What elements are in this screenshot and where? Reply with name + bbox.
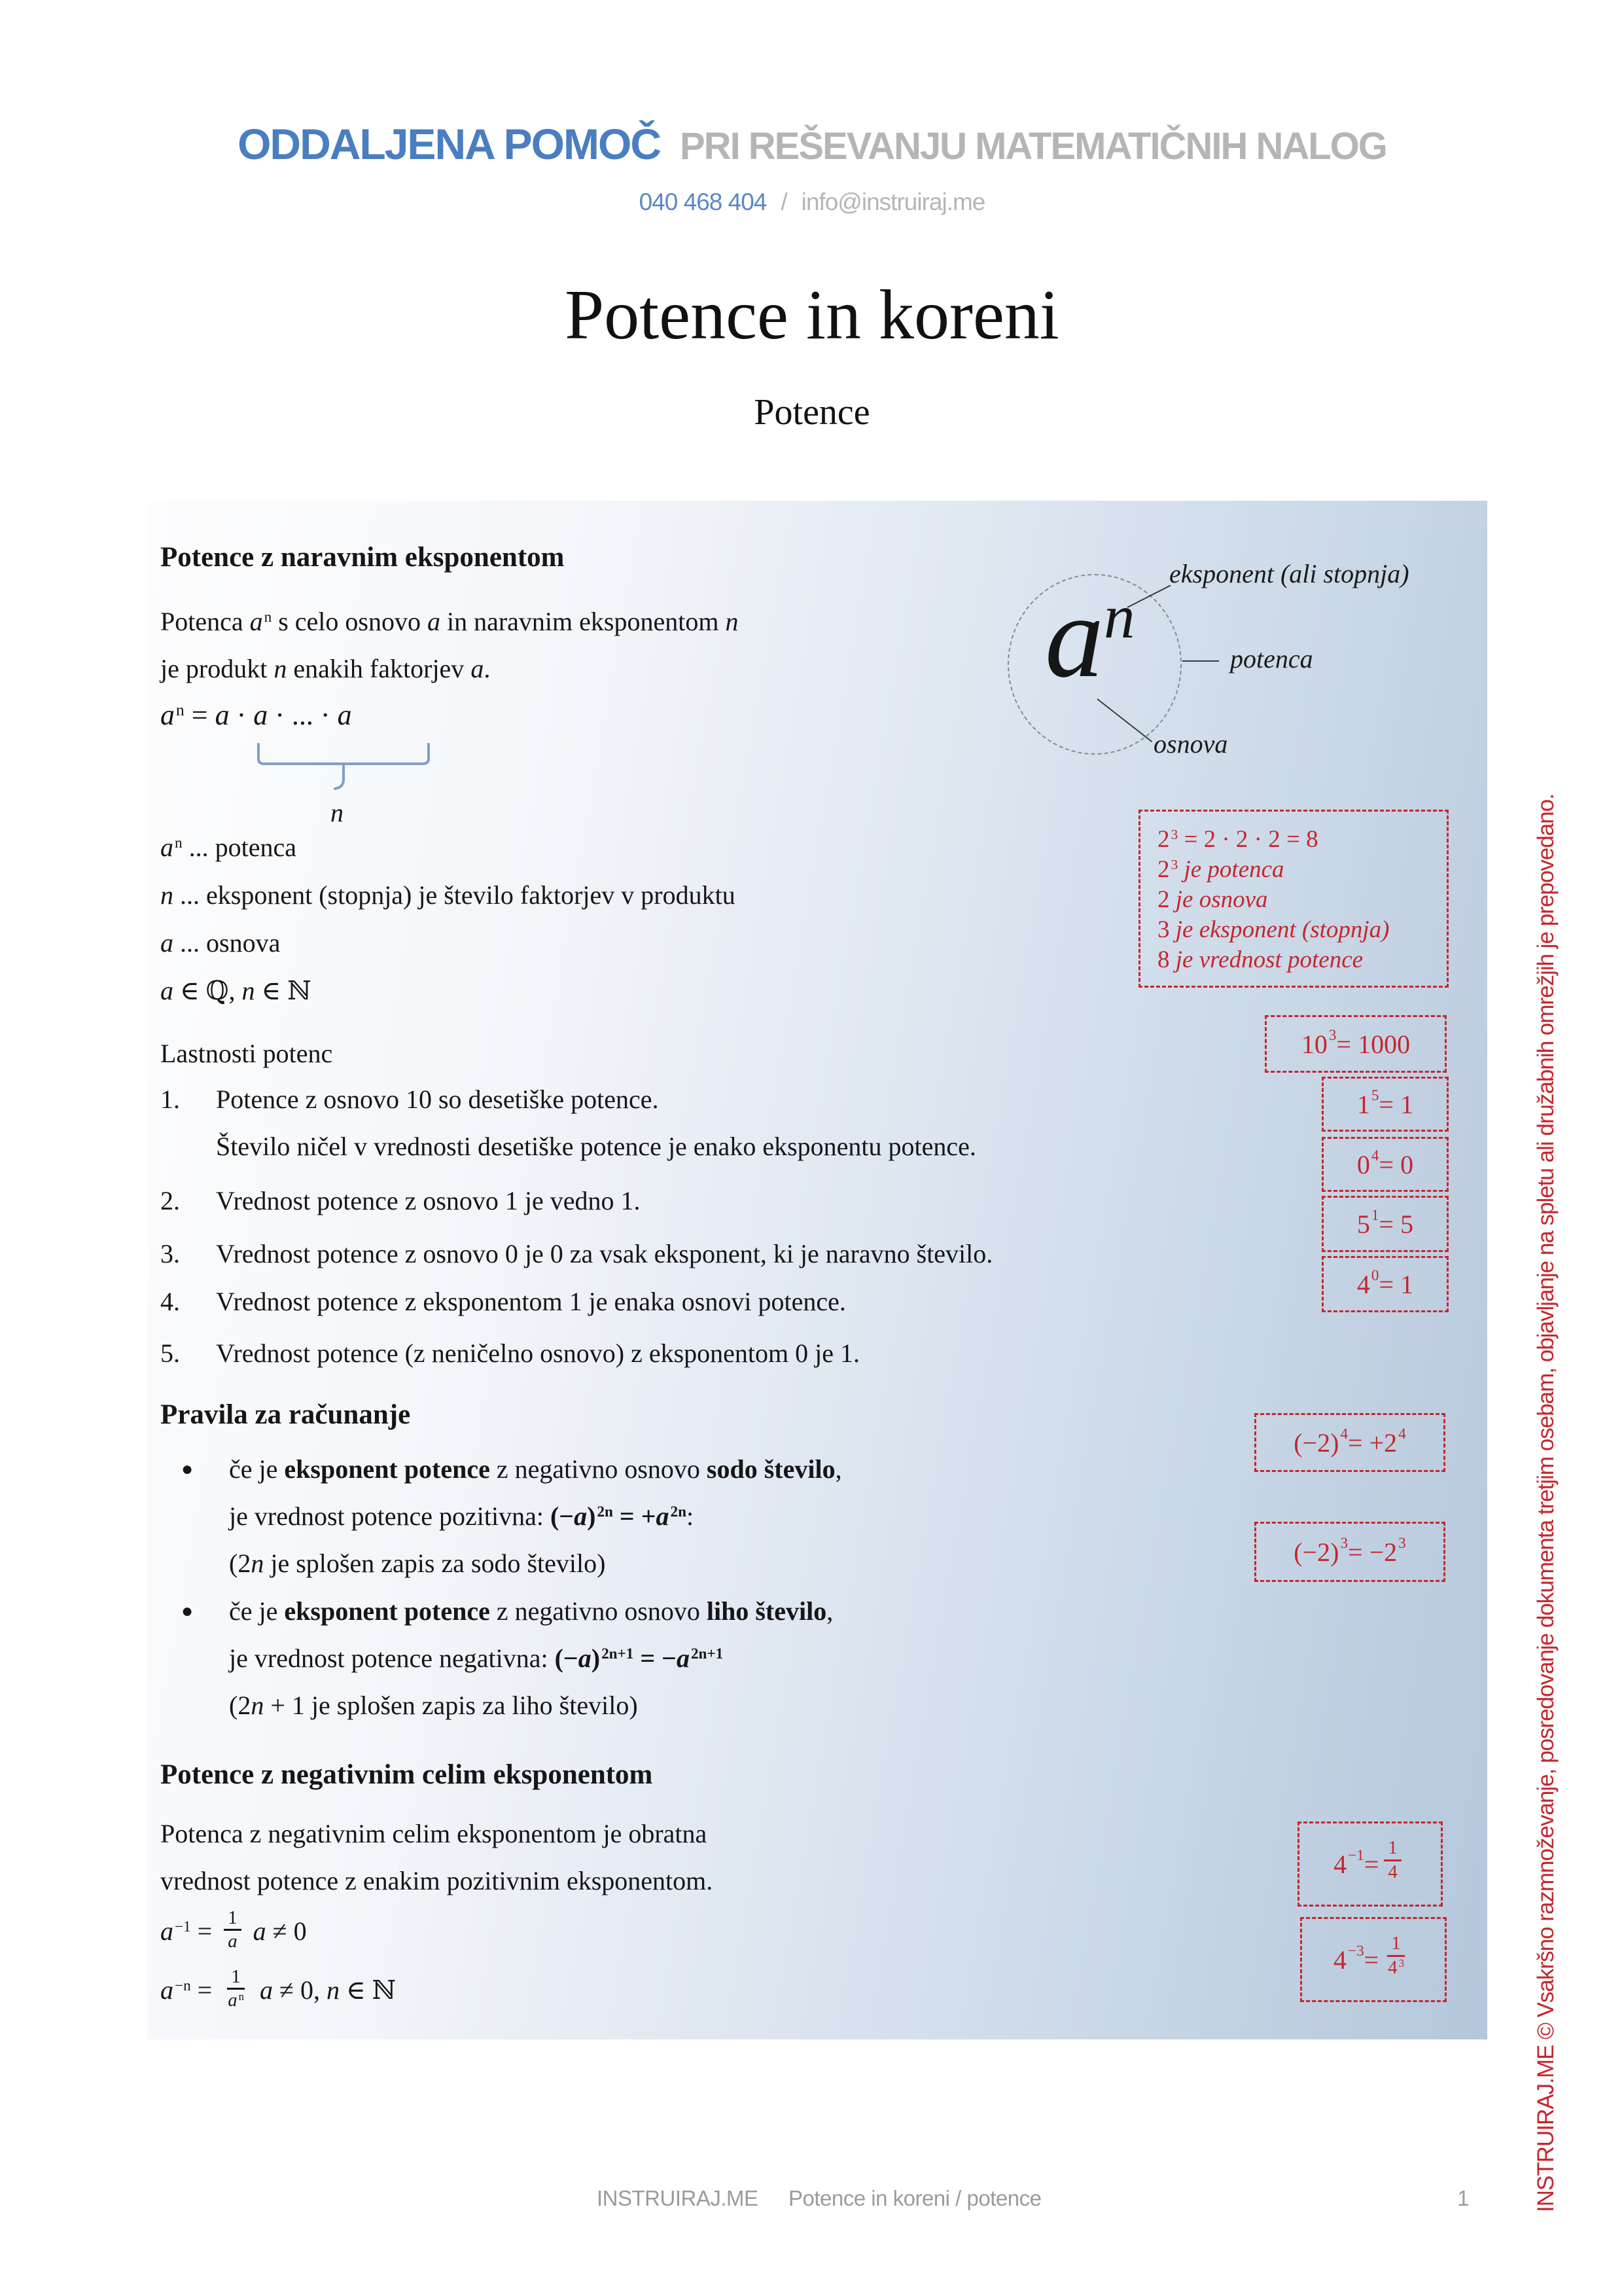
pravila-heading: Pravila za računanje [160, 1399, 411, 1430]
label-base: osnova [1154, 729, 1228, 759]
label-power: potenca [1230, 644, 1313, 673]
phone-number: 040 468 404 [639, 188, 767, 215]
negativni-formula-1: $a^{-1}$ = $\frac{1}{a}$ a ≠ 0 [160, 1907, 307, 1952]
power-formula: $a^n = a \cdot a$ · ... · a [160, 699, 352, 731]
negativni-line-1: Potenca z negativnim celim eksponentom je obratna [160, 1819, 707, 1848]
lastnosti-heading: Lastnosti potenc [160, 1039, 333, 1068]
intro-line-1: Potenca $a^n$ s celo osnovo a in naravnim eksponentom n [160, 607, 739, 636]
content-panel [147, 501, 1487, 2039]
intro-line-2: je produkt n enakih faktorjev a. [160, 654, 491, 683]
page-title: Potence in koreni [565, 276, 1059, 354]
side-example-box: 0 $^4$ = 0 [1322, 1137, 1449, 1192]
list-item-text: Vrednost potence (z neničelno osnovo) z eksponentom 0 je 1. [216, 1338, 860, 1368]
negativni-line-2: vrednost potence z enakim pozitivnim eksponentom. [160, 1866, 713, 1895]
definition-line: a ... osnova [160, 928, 281, 958]
underbrace-label: n [330, 798, 344, 827]
bullet-text: če je eksponent potence z negativno osnovo sodo število, [229, 1454, 842, 1484]
label-exponent: eksponent (ali stopnja) [1169, 559, 1409, 588]
side-example-box: 4 $^{-1}$ = $\frac{1}{4}$ [1297, 1821, 1443, 1907]
list-item-number: 1. [160, 1085, 180, 1114]
header-contact [0, 188, 1624, 216]
definition-line: a ∈ ℚ, n ∈ ℕ [160, 976, 311, 1005]
negativni-formula-2: $a^{-n}$ = $\frac{1}{a ^n}$ a ≠ 0, n ∈ ℕ [160, 1966, 397, 2011]
definition-line: $a^n$ ... potenca [160, 833, 296, 862]
header [0, 119, 1624, 169]
side-example-box: (−2) $^3$ = −2 $^3$ [1254, 1522, 1445, 1582]
list-item-number: 5. [160, 1338, 180, 1368]
example-line: 2 je osnova [1157, 886, 1268, 913]
list-item [160, 1337, 860, 1370]
example-line: 3 je eksponent (stopnja) [1157, 916, 1390, 943]
list-item-text: Vrednost potence z osnovo 1 je vedno 1. [216, 1186, 641, 1215]
bullet-icon: ● [181, 1458, 194, 1480]
diagram-exponent: n [1104, 582, 1135, 652]
power-diagram-symbol [1045, 571, 1135, 702]
example-box-power-parts [1139, 810, 1449, 988]
negativni-heading: Potence z negativnim celim eksponentom [160, 1759, 653, 1790]
underbrace-icon [255, 742, 432, 791]
side-example-box: (−2) $^4$ = +2 $^4$ [1254, 1413, 1445, 1472]
header-tagline: PRI REŠEVANJU MATEMATIČNIH NALOG [680, 125, 1386, 168]
list-item [160, 1238, 993, 1270]
list-item-text: Vrednost potence z eksponentom 1 je enaka osnovi potence. [216, 1287, 846, 1316]
list-item-text: Vrednost potence z osnovo 0 je 0 za vsak eksponent, ki je naravno število. [216, 1239, 993, 1268]
definition-line: n ... eksponent (stopnja) je število faktorjev v produktu [160, 880, 735, 910]
side-example-box: 10 $^3$ = 1000 [1265, 1015, 1447, 1073]
bullet-text-line: (2n + 1 je splošen zapis za liho število) [229, 1691, 638, 1720]
list-item-number: 2. [160, 1186, 180, 1215]
header-brand: ODDALJENA POMOČ [238, 120, 660, 168]
contact-separator: / [781, 188, 787, 215]
bullet-text-line: je vrednost potence pozitivna: $(-a)^{2n} = +a^{2n}$: [229, 1501, 694, 1531]
pointer-line-power [1182, 660, 1219, 662]
diagram-base: a [1045, 571, 1104, 702]
side-example-box: 4 $^0$ = 1 [1322, 1256, 1449, 1312]
list-item [160, 1185, 641, 1217]
bullet-text: če je eksponent potence z negativno osnovo liho število, [229, 1596, 834, 1626]
bullet-text-line: je vrednost potence negativna: $(-a)^{2n+1} = -a^{2n+1}$ [229, 1643, 724, 1673]
footer-page-number: 1 [1457, 2186, 1469, 2210]
page-subtitle: Potence [754, 392, 870, 433]
bullet-text-line: (2n je splošen zapis za sodo število) [229, 1549, 606, 1578]
side-example-box: 5 $^1$ = 5 [1322, 1196, 1449, 1252]
list-item-number: 3. [160, 1239, 180, 1268]
footer-brand: INSTRUIRAJ.ME [597, 2186, 758, 2210]
section-heading-natural: Potence z naravnim eksponentom [160, 542, 565, 573]
list-item-number: 4. [160, 1287, 180, 1316]
copyright-watermark: INSTRUIRAJ.ME © Vsakršno razmnoževanje, posredovanje dokumenta tretjim osebam, objavljanje na spletu ali družabnih omrežjih je prepovedano. [1533, 794, 1559, 2212]
side-example-box: 1 $^5$ = 1 [1322, 1077, 1449, 1132]
example-line: $2^3 = 2 \cdot 2 \cdot 2 = 8$ [1157, 826, 1318, 853]
list-item-text: Potence z osnovo 10 so desetiške potence. [216, 1085, 659, 1114]
list-item-subtext: Število ničel v vrednosti desetiške potence je enako eksponentu potence. [216, 1132, 976, 1161]
side-example-box: 4 $^{-3}$ = $\frac{1}{4 ^3}$ [1300, 1917, 1447, 2002]
bullet-icon: ● [181, 1600, 194, 1622]
example-line: 8 je vrednost potence [1157, 946, 1364, 973]
list-item [160, 1083, 659, 1116]
example-line: $2^3$ je potenca [1157, 856, 1284, 883]
email-address: info@instruiraj.me [801, 188, 985, 215]
list-item [160, 1285, 846, 1318]
footer-doc-title: Potence in koreni / potence [788, 2186, 1042, 2210]
